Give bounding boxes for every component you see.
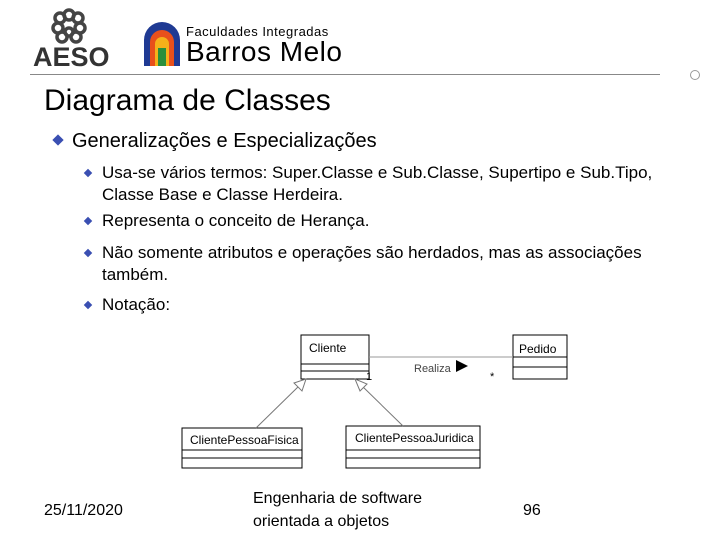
subbullet-terms: Usa-se vários termos: Super.Classe e Sub.Classe, Supertipo e Sub.Tipo, Classe Base e Classe Herdeira. (102, 163, 653, 204)
class-cliente (301, 335, 369, 379)
footer-course-line2: orientada a objetos (253, 513, 390, 530)
subbullet-heranca: Representa o conceito de Herança. (102, 211, 370, 230)
subbullet-associacoes: Não somente atributos e operações são herdados, mas as associações também. (102, 243, 642, 284)
barros-melo-subtitle: Faculdades Integradas (186, 24, 329, 39)
slide-title: Diagrama de Classes (44, 84, 331, 117)
footer-course-line1: Engenharia de software (253, 490, 422, 507)
class-pessoa-fisica-name: ClientePessoaFisica (190, 433, 299, 447)
page-number: 96 (523, 502, 541, 519)
association-direction-icon (456, 360, 468, 372)
generalization-line-juridica (360, 384, 403, 426)
class-pedido (513, 335, 567, 379)
aeso-logo-text: AESO (33, 42, 110, 70)
generalization-line-fisica (256, 384, 301, 428)
footer-date: 25/11/2020 (44, 502, 123, 519)
class-cliente-name: Cliente (309, 341, 347, 355)
barros-melo-name: Barros Melo (186, 36, 343, 67)
class-pessoa-juridica (346, 426, 480, 468)
association-label: Realiza (414, 363, 451, 375)
multiplicity-cliente: 1 (366, 371, 373, 383)
class-pessoa-fisica (182, 428, 302, 468)
multiplicity-pedido: * (490, 371, 495, 383)
class-pedido-name: Pedido (519, 342, 557, 356)
main-bullet: Generalizações e Especializações (72, 130, 377, 152)
class-pessoa-juridica-name: ClientePessoaJuridica (355, 431, 474, 445)
subbullet-notacao: Notação: (102, 295, 171, 314)
